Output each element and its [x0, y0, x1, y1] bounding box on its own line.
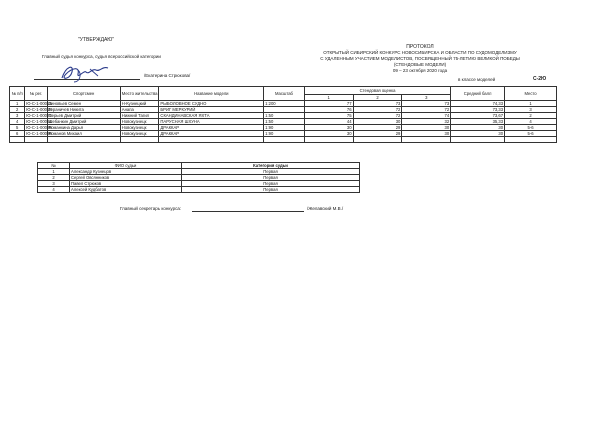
- secretary-label: Главный секретарь конкурса:: [120, 206, 182, 211]
- row-place: 5-6: [505, 131, 557, 137]
- row-score-1: 44: [304, 119, 353, 125]
- judge-number: 4: [38, 187, 70, 193]
- row-reg: Ю-С-1-00064: [26, 119, 52, 124]
- row-model: БРИГ МЕРКУРИЙ: [159, 107, 264, 113]
- row-number: 3: [10, 113, 25, 119]
- row-place-from: Новокузнецк: [120, 125, 159, 131]
- judges-header-number: №: [38, 163, 70, 169]
- row-scale: 1:50: [264, 119, 305, 125]
- col-header-place: Место: [505, 87, 557, 101]
- protocol-dates: 09 – 23 октября 2020 года: [392, 68, 448, 73]
- row-athlete: Зиновьев Семен: [47, 101, 120, 107]
- row-score-2: 29: [353, 131, 402, 137]
- row-score-1: 30: [304, 125, 353, 131]
- approval-text: Главный судья конкурса, судья всероссийской категории: [42, 54, 161, 59]
- row-place-from: Анапа: [120, 107, 159, 113]
- judge-name: Алексей Кудбатов: [70, 187, 182, 193]
- judge-name: Александр Кузнецов: [70, 169, 182, 175]
- row-score-2: 73: [353, 101, 402, 107]
- row-number: 4: [10, 119, 25, 125]
- row-athlete: Гераничев Никита: [47, 107, 120, 113]
- row-average: 30: [451, 131, 505, 137]
- secretary-name: /Желавский М.В./: [307, 206, 344, 211]
- row-place: 3: [505, 107, 557, 113]
- col-header-model: Название модели: [159, 87, 264, 101]
- judge-category: Первая: [182, 187, 360, 193]
- row-score-3: 32: [402, 119, 451, 125]
- judge-number: 2: [38, 175, 70, 181]
- judges-header-category: Категория судьи: [182, 163, 360, 169]
- row-athlete: Шебанкин Дмитрий: [47, 119, 120, 125]
- secretary-signature-line: [192, 211, 304, 212]
- row-model: ДРАККАР: [159, 131, 264, 137]
- row-model: РЫБОЛОВНОЕ СУДНО: [159, 101, 264, 107]
- row-score-2: 72: [353, 113, 402, 119]
- row-number: 5: [10, 125, 25, 131]
- col-header-score-2: 2: [353, 95, 402, 101]
- row-score-2: 72: [353, 107, 402, 113]
- col-header-average: Средний балл: [451, 87, 505, 101]
- col-header-scores: Стендовая оценка: [304, 87, 450, 95]
- row-place: 1: [505, 101, 557, 107]
- row-athlete: Романов Михаил: [47, 131, 120, 137]
- protocol-line-2: С УДАЛЕННЫМ УЧАСТИЕМ МОДЕЛИСТОВ, ПОСВЯЩЕННЫЙ 75-ЛЕТИЮ ВЕЛИКОЙ ПОБЕДЫ: [320, 56, 520, 61]
- col-header-athlete: Спортсмен: [47, 87, 120, 101]
- row-average: 73,33: [451, 107, 505, 113]
- row-place: 5-6: [505, 125, 557, 131]
- row-number: 1: [10, 101, 25, 107]
- row-score-3: 72: [402, 107, 451, 113]
- row-score-2: 30: [353, 119, 402, 125]
- judge-category: Первая: [182, 181, 360, 187]
- row-model: ДРАККАР: [159, 125, 264, 131]
- row-reg: Ю-С-1-00096: [26, 131, 52, 136]
- protocol-line-3: (СТЕНДОВЫЕ МОДЕЛИ): [393, 62, 447, 67]
- protocol-line-1: ОТКРЫТЫЙ СИБИРСКИЙ КОНКУРС НОВОСИБИРСКА И ОБЛАСТИ ПО СУДОМОДЕЛИЗМУ: [323, 50, 517, 55]
- row-score-3: 30: [402, 131, 451, 137]
- row-place-from: Нижний Тагил: [120, 113, 159, 119]
- handwritten-signature: [56, 60, 118, 84]
- row-number: 2: [10, 107, 25, 113]
- col-header-score-1: 1: [304, 95, 353, 101]
- table-row-empty: [10, 137, 557, 143]
- protocol-title: ПРОТОКОЛ: [406, 44, 434, 50]
- col-header-place-from: Место жительства: [120, 87, 159, 101]
- judge-number: 3: [38, 181, 70, 187]
- row-score-1: 77: [304, 101, 353, 107]
- judges-header-name: ФИО судьи: [70, 163, 182, 169]
- row-average: 30: [451, 125, 505, 131]
- row-model: СКАНДИНАВСКАЯ ЯХТА: [159, 113, 264, 119]
- class-code: С-2Ю: [533, 76, 547, 82]
- judge-category: Первая: [182, 169, 360, 175]
- judges-table: [37, 162, 360, 193]
- row-athlete: Романкина Дарья: [47, 125, 120, 131]
- row-athlete: Перьев Дмитрий: [47, 113, 120, 119]
- row-model: ПАРУСНАЯ ШХУНА: [159, 119, 264, 125]
- judge-number: 1: [38, 169, 70, 175]
- judge-category: Первая: [182, 175, 360, 181]
- row-reg: Ю-С-1-00018: [26, 107, 52, 112]
- row-average: 74,33: [451, 101, 505, 107]
- row-place-from: Новокузнецк: [120, 119, 159, 125]
- row-scale: 1:90: [264, 125, 305, 131]
- judge-row: [38, 187, 360, 193]
- col-header-reg: № рег.: [25, 87, 47, 101]
- row-reg: Ю-С-1-00095: [26, 125, 52, 130]
- row-score-3: 73: [402, 101, 451, 107]
- row-place-from: Новокузнецк: [120, 131, 159, 137]
- row-number: 6: [10, 131, 25, 137]
- judge-name: Сергей Овсянников: [70, 175, 182, 181]
- row-score-1: 75: [304, 113, 353, 119]
- row-score-3: 30: [402, 125, 451, 131]
- col-header-scale: Масштаб: [264, 87, 305, 101]
- class-label: в классе моделей: [458, 77, 496, 82]
- row-score-3: 74: [402, 113, 451, 119]
- row-score-2: 29: [353, 125, 402, 131]
- row-average: 73,67: [451, 113, 505, 119]
- row-score-1: 30: [304, 131, 353, 137]
- results-table: [9, 86, 557, 143]
- row-scale: 1:50: [264, 113, 305, 119]
- row-average: 35,33: [451, 119, 505, 125]
- col-header-score-3: 3: [402, 95, 451, 101]
- judge-name: Павел Стрюков: [70, 181, 182, 187]
- row-place: 4: [505, 119, 557, 125]
- row-scale: 1:200: [264, 101, 305, 107]
- row-score-1: 76: [304, 107, 353, 113]
- col-header-number: № п/п: [10, 87, 25, 101]
- row-place: 2: [505, 113, 557, 119]
- row-reg: Ю-С-1-00021: [26, 113, 52, 118]
- row-reg: Ю-С-1-00015: [26, 101, 52, 106]
- approval-title: "УТВЕРЖДАЮ": [78, 37, 115, 43]
- approval-signer: /Екатерина Стрюкова/: [144, 73, 191, 78]
- row-place-from: Н-Кузнецкий: [120, 101, 159, 107]
- row-scale: 1:90: [264, 131, 305, 137]
